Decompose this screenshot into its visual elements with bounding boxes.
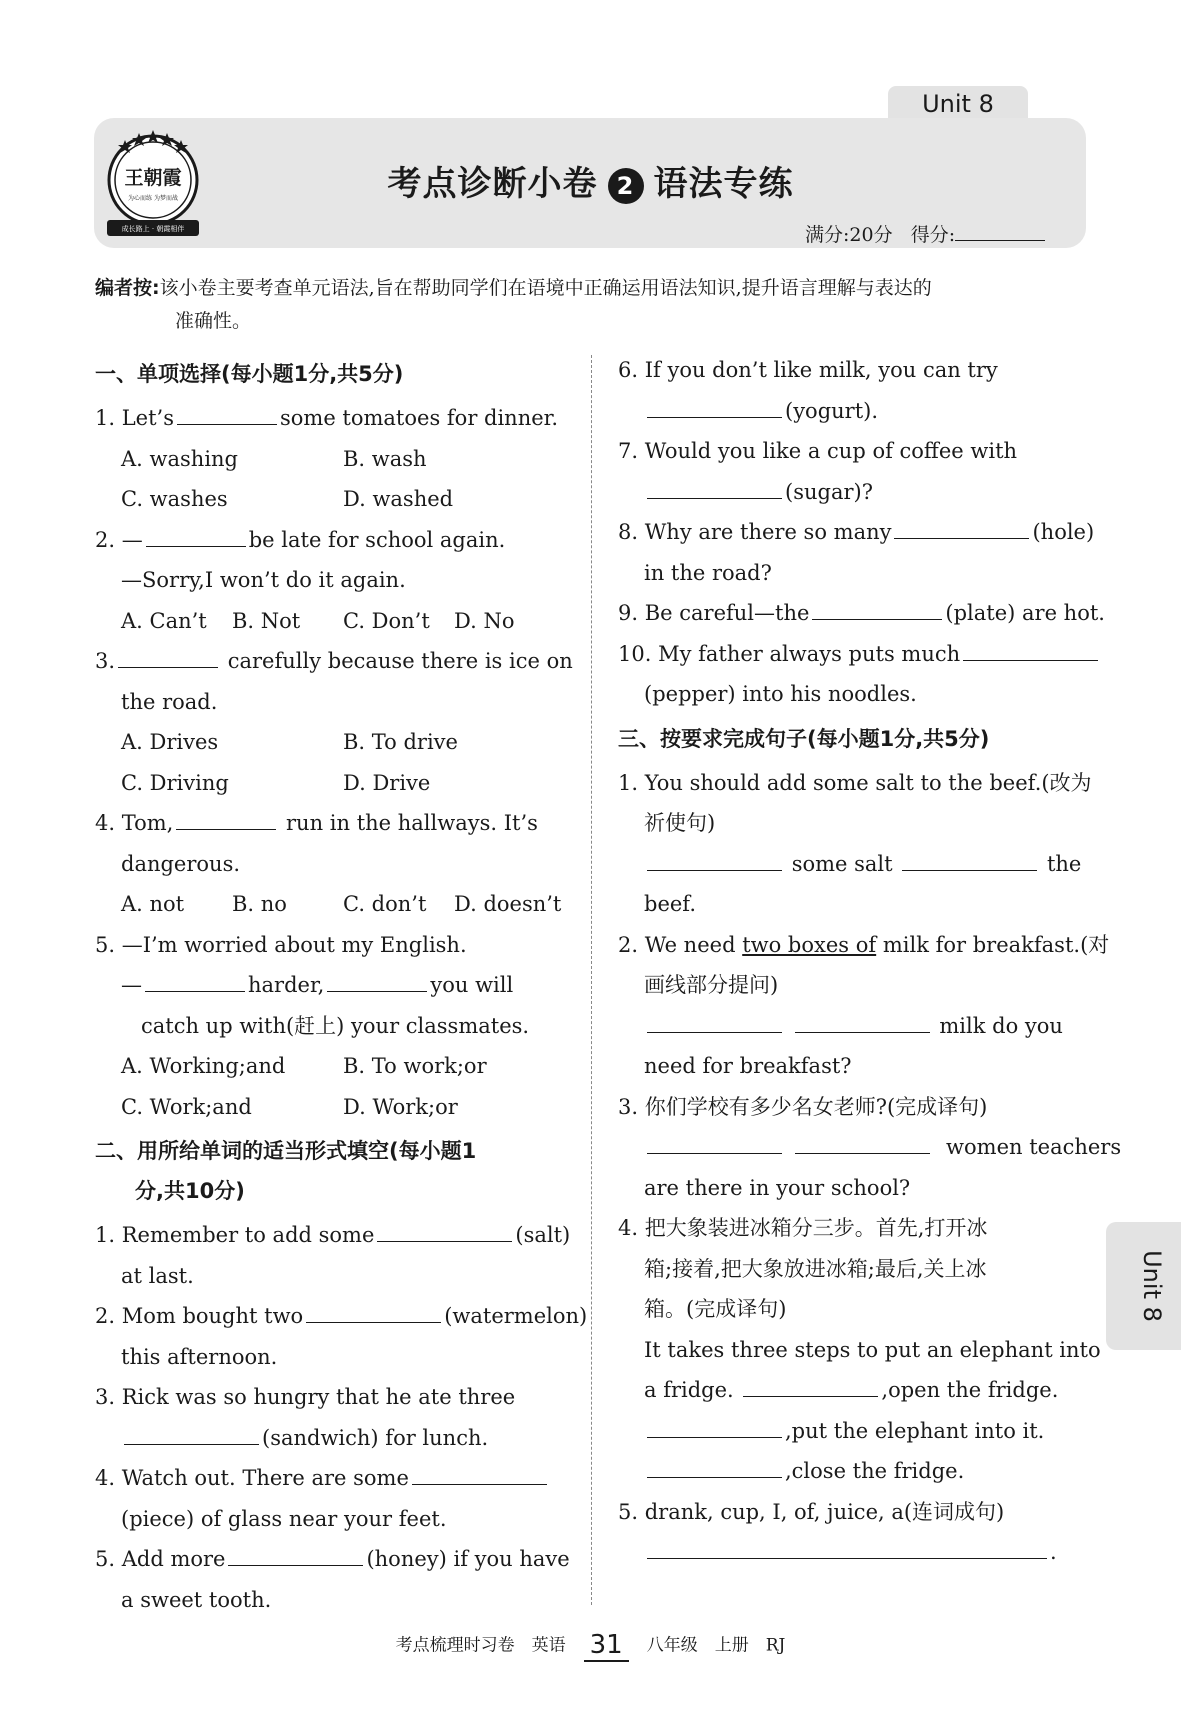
fill-7: 7. Would you like a cup of coffee with (sugar)? xyxy=(618,439,1018,504)
svg-text:王朝霞: 王朝霞 xyxy=(124,167,182,189)
left-column xyxy=(95,350,588,1620)
sentence-5: 5. drank, cup, I, of, juice, a(连词成句) . xyxy=(618,1499,1057,1564)
answer-blank[interactable] xyxy=(124,1422,259,1445)
answer-blank[interactable] xyxy=(377,1219,512,1242)
sentence-3: 3. 你们学校有多少名女老师?(完成译句) women teachers are there in your school? xyxy=(618,1094,1122,1200)
answer-blank[interactable] xyxy=(647,1415,782,1438)
answer-blank[interactable] xyxy=(795,1010,930,1033)
answer-blank[interactable] xyxy=(743,1374,878,1397)
svg-text:成长路上 · 朝霞相伴: 成长路上 · 朝霞相伴 xyxy=(121,225,185,233)
fill-8: 8. Why are there so many (hole) in the road? xyxy=(618,512,1087,593)
title-number-badge: 2 xyxy=(608,168,644,204)
answer-blank[interactable] xyxy=(902,848,1037,871)
answer-blank[interactable] xyxy=(327,969,427,992)
editor-note: 编者按:该小卷主要考查单元语法,旨在帮助同学们在语境中正确运用语法知识,提升语言理解与表达的 准确性。 xyxy=(95,277,932,332)
answer-blank[interactable] xyxy=(176,807,276,830)
fill-10: 10. My father always puts much (pepper) into his noodles. xyxy=(618,634,1087,715)
fill-9: 9. Be careful—the (plate) are hot. xyxy=(618,593,1087,634)
answer-blank[interactable] xyxy=(306,1300,441,1323)
section-2-title: 二、用所给单词的适当形式填空(每小题1 分,共10分) xyxy=(95,1139,477,1203)
answer-blank[interactable] xyxy=(412,1462,547,1485)
answer-blank[interactable] xyxy=(812,597,942,620)
answer-blank[interactable] xyxy=(963,638,1098,661)
fill-3: 3. Rick was so hungry that he ate three (sandwich) for lunch. xyxy=(95,1385,516,1450)
answer-blank[interactable] xyxy=(118,645,218,668)
answer-blank[interactable] xyxy=(647,476,782,499)
sentence-4: 4. 把大象装进冰箱分三步。首先,打开冰 箱;接着,把大象放进冰箱;最后,关上冰 箱。(完成译句) It takes three steps to put an elephant into a fridge. ,open the fridge. ,put the elephant into it. ,close the fridge. xyxy=(618,1216,1101,1483)
answer-blank[interactable] xyxy=(795,1131,930,1154)
sentence-1: 1. You should add some salt to the beef.(改为 祈使句) some salt the beef. xyxy=(618,770,1092,916)
svg-text:为心而练 为梦而战: 为心而练 为梦而战 xyxy=(128,195,178,202)
answer-blank[interactable] xyxy=(177,402,277,425)
answer-blank[interactable] xyxy=(647,848,782,871)
answer-blank[interactable] xyxy=(647,395,782,418)
answer-blank[interactable] xyxy=(647,1536,1047,1559)
fill-2: 2. Mom bought two (watermelon) this afternoon. xyxy=(95,1296,565,1377)
answer-blank[interactable] xyxy=(146,524,246,547)
answer-blank[interactable] xyxy=(647,1455,782,1478)
section-3-title: 三、按要求完成句子(每小题1分,共5分) xyxy=(618,726,990,751)
section-1-title: 一、单项选择(每小题1分,共5分) xyxy=(95,362,404,386)
answer-blank[interactable] xyxy=(145,969,245,992)
page-number: 31 xyxy=(584,1630,629,1662)
right-column xyxy=(618,350,1122,1573)
side-unit-tab: Unit 8 xyxy=(1106,1222,1181,1350)
question-1: 1. Let’s some tomatoes for dinner. A. washing B. wash C. washes D. washed xyxy=(95,398,565,520)
page-footer: 考点梳理时习卷 英语 31 八年级 上册 RJ xyxy=(395,1630,786,1660)
sentence-2: 2. We need two boxes of milk for breakfast.(对 画线部分提问) milk do you need for breakfast? xyxy=(618,932,1110,1078)
column-divider xyxy=(591,355,592,1605)
question-2: 2. — be late for school again. —Sorry,I won’t do it again. A. Can’t B. Not C. Don’t D. No xyxy=(95,520,565,642)
question-5: 5. —I’m worried about my English. — harder, you will catch up with(赶上) your classmates. A. Working;and B. To work;or C. Work;and D. Work;or xyxy=(95,932,530,1119)
fill-4: 4. Watch out. There are some (piece) of glass near your feet. xyxy=(95,1458,565,1539)
fill-6: 6. If you don’t like milk, you can try (yogurt). xyxy=(618,358,998,423)
score-line: 满分:20分 得分: xyxy=(805,220,1045,247)
fill-1: 1. Remember to add some (salt) at last. xyxy=(95,1215,565,1296)
answer-blank[interactable] xyxy=(228,1543,363,1566)
question-4: 4. Tom, run in the hallways. It’s dangerous. A. not B. no C. don’t D. doesn’t xyxy=(95,803,565,925)
unit-tab: Unit 8 xyxy=(888,86,1028,122)
score-blank[interactable] xyxy=(955,224,1045,241)
underlined-phrase: two boxes of xyxy=(742,932,877,957)
answer-blank[interactable] xyxy=(647,1010,782,1033)
question-3: 3. carefully because there is ice on the road. A. Drives B. To drive C. Driving D. Drive xyxy=(95,641,565,803)
fill-5: 5. Add more (honey) if you have a sweet tooth. xyxy=(95,1539,565,1620)
page-title: 考点诊断小卷 2 语法专练 xyxy=(387,164,794,204)
answer-blank[interactable] xyxy=(894,516,1029,539)
answer-blank[interactable] xyxy=(647,1131,782,1154)
